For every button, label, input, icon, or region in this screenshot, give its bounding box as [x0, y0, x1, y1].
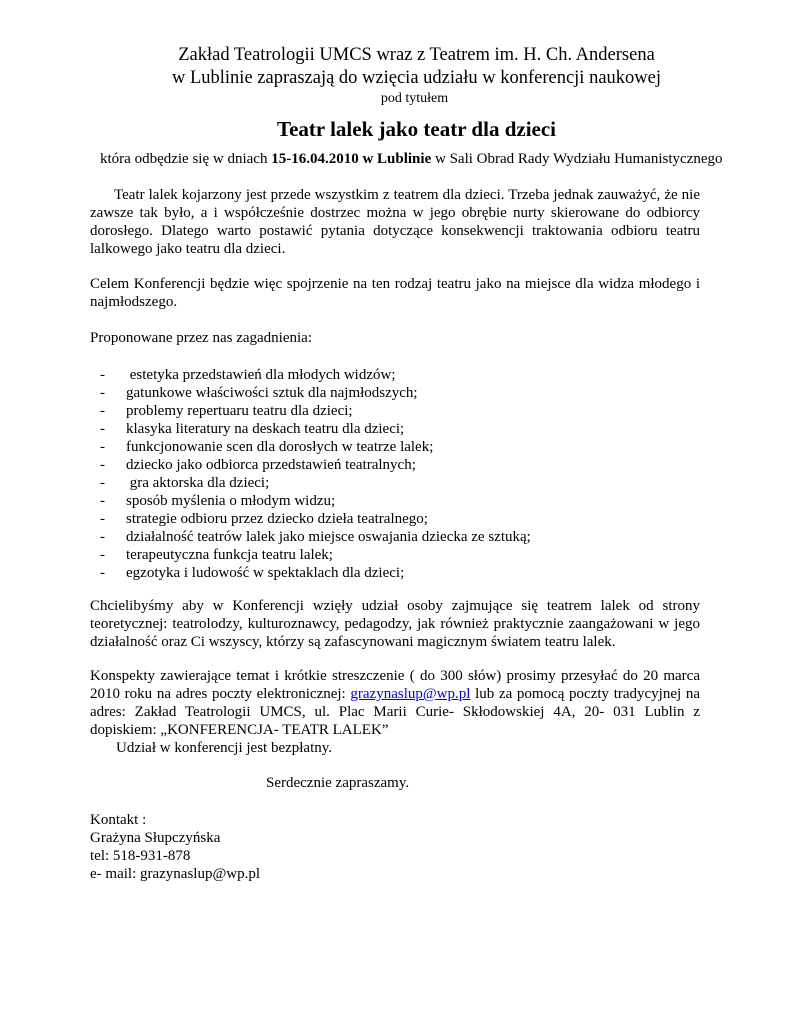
- contact-phone: tel: 518-931-878: [90, 848, 191, 864]
- topic-text: terapeutyczna funkcja teatru lalek;: [126, 547, 333, 563]
- submission-text-after: lub za pomocą poczty tradycyjnej na adres: Zakład Teatrologii UMCS, ul. Plac Marii Curie- Skłodowskiej 4A, 20- 031 Lublin z dopiskiem: „KONFERENCJA- TEATR LALEK”: [90, 686, 700, 738]
- paragraph-intro: Teatr lalek kojarzony jest przede wszystkim z teatrem dla dzieci. Trzeba jednak zauważyć, że nie zawsze tak było, a i współcześnie dostrzec można w jego obrębie nurty skierowane do odbiorcy dorosłego. Dlatego warto postawić pytania dotyczące konsekwencji traktowania odbioru teatru lalkowego jako teatru dla dzieci.: [90, 187, 700, 257]
- bullet-dash: -: [100, 421, 105, 437]
- list-item: [100, 492, 531, 510]
- topic-text: funkcjonowanie scen dla dorosłych w teatrze lalek;: [126, 439, 434, 455]
- closing-greeting: Serdecznie zapraszamy.: [266, 775, 410, 791]
- list-item: [100, 528, 531, 546]
- topic-text: gatunkowe właściwości sztuk dla najmłodszych;: [126, 385, 418, 401]
- paragraph-audience: Chcielibyśmy aby w Konferencji wzięły udział osoby zajmujące się teatrem lalek od strony teoretycznej: teatrolodzy, kulturoznawcy, pedagodzy, jak również praktycznie zaangażowani w jego działalność oraz Ci wszyscy, którzy są zafascynowani magicznym światem teatru lalek.: [90, 598, 700, 650]
- topic-text: gra aktorska dla dzieci;: [126, 475, 270, 491]
- header-line-2: w Lublinie zapraszają do wzięcia udziału w konferencji naukowej: [171, 68, 661, 88]
- bullet-dash: -: [100, 547, 105, 563]
- bullet-dash: -: [100, 475, 105, 491]
- bullet-dash: -: [100, 439, 105, 455]
- bullet-dash: -: [100, 529, 105, 545]
- paragraph-topics-heading: Proponowane przez nas zagadnienia:: [90, 330, 312, 346]
- list-item: [100, 420, 531, 438]
- paragraph-submission: [90, 667, 700, 757]
- list-item: [100, 366, 531, 384]
- list-item: [100, 474, 531, 492]
- intro-before: która odbędzie się w dniach: [100, 151, 272, 167]
- bullet-dash: -: [100, 457, 105, 473]
- header-line-1: Zakład Teatrologii UMCS wraz z Teatrem im. H. Ch. Andersena: [178, 45, 655, 65]
- topic-text: egzotyka i ludowość w spektaklach dla dzieci;: [126, 565, 405, 581]
- intro-after: w Sali Obrad Rady Wydziału Humanistycznego: [431, 151, 723, 167]
- bullet-dash: -: [100, 367, 105, 383]
- list-item: [100, 456, 531, 474]
- bullet-dash: -: [100, 403, 105, 419]
- topic-text: problemy repertuaru teatru dla dzieci;: [126, 403, 353, 419]
- list-item: [100, 384, 531, 402]
- free-participation-note: Udział w konferencji jest bezpłatny.: [116, 740, 333, 756]
- topic-text: dziecko jako odbiorca przedstawień teatralnych;: [126, 457, 416, 473]
- topic-text: klasyka literatury na deskach teatru dla dzieci;: [126, 421, 405, 437]
- contact-block: [90, 811, 260, 883]
- topic-text: strategie odbioru przez dziecko dzieła teatralnego;: [126, 511, 428, 527]
- bullet-dash: -: [100, 511, 105, 527]
- list-item: [100, 438, 531, 456]
- topic-text: działalność teatrów lalek jako miejsce oswajania dziecka ze sztuką;: [126, 529, 531, 545]
- list-item: [100, 510, 531, 528]
- topics-list: [100, 366, 531, 582]
- intro-date-place: 15-16.04.2010 w Lublinie: [271, 151, 432, 167]
- bullet-dash: -: [100, 493, 105, 509]
- list-item: [100, 402, 531, 420]
- header-line-3: pod tytułem: [380, 91, 449, 106]
- contact-label: Kontakt :: [90, 812, 147, 828]
- list-item: [100, 564, 531, 582]
- paragraph-goal: Celem Konferencji będzie więc spojrzenie na ten rodzaj teatru jako na miejsce dla widza młodego i najmłodszego.: [90, 276, 700, 310]
- contact-name: Grażyna Słupczyńska: [90, 830, 221, 846]
- email-link[interactable]: grazynaslup@wp.pl: [350, 686, 471, 702]
- list-item: [100, 546, 531, 564]
- topic-text: sposób myślenia o młodym widzu;: [126, 493, 336, 509]
- topic-text: estetyka przedstawień dla młodych widzów;: [126, 367, 396, 383]
- contact-email: e- mail: grazynaslup@wp.pl: [90, 866, 261, 882]
- intro-line: [100, 151, 723, 168]
- conference-title: Teatr lalek jako teatr dla dzieci: [277, 117, 556, 141]
- bullet-dash: -: [100, 385, 105, 401]
- submission-text-before: Konspekty zawierające temat i krótkie streszczenie ( do 300 słów) prosimy przesyłać do 20 marca 2010 roku na adres poczty elektronicznej:: [90, 668, 700, 702]
- bullet-dash: -: [100, 565, 105, 581]
